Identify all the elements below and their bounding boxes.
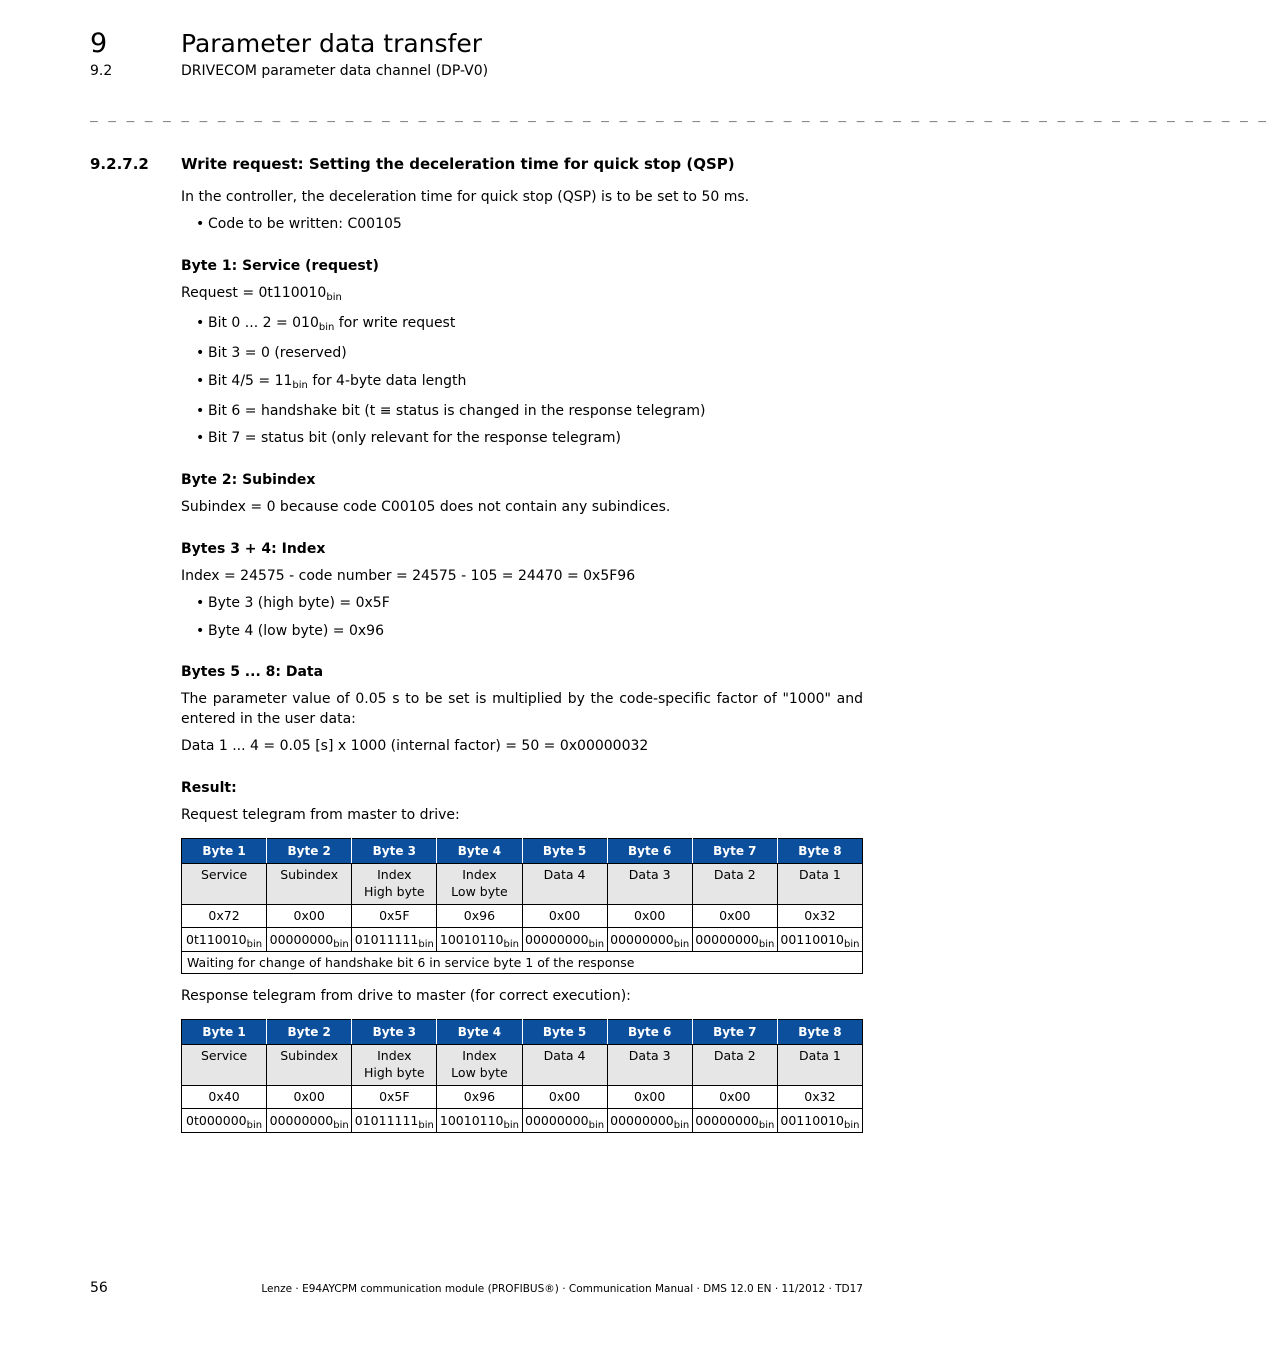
page-number: 56	[90, 1280, 108, 1296]
byte3-bullet: • Byte 3 (high byte) = 0x5F	[181, 593, 863, 613]
table-cell: 0x40	[182, 1086, 267, 1109]
section-number: 9.2	[90, 63, 113, 79]
table-cell: $01011111_{bin}$	[352, 1109, 437, 1133]
table-cell: Data 2	[692, 1045, 777, 1086]
intro-bullet: • Code to be written: C00105	[181, 214, 863, 234]
table-cell: $10010110_{bin}$	[437, 928, 522, 952]
table-row	[182, 1109, 863, 1133]
header-cell: Byte 2	[267, 1020, 352, 1045]
table-cell: Data 2	[692, 864, 777, 905]
table-cell: Data 1	[777, 864, 862, 905]
table-cell: Data 3	[607, 1045, 692, 1086]
header-cell: Byte 5	[522, 1020, 607, 1045]
byte58-text: The parameter value of 0.05 s to be set is multiplied by the code-specific factor of "1000" and entered in the user data:	[181, 691, 863, 727]
intro-text: In the controller, the deceleration time for quick stop (QSP) is to be set to 50 ms.	[181, 189, 750, 205]
table-cell: 0x00	[267, 1086, 352, 1109]
request-caption: Request telegram from master to drive:	[181, 807, 460, 823]
table-row	[182, 928, 863, 952]
table-row	[182, 864, 863, 905]
table-row	[182, 905, 863, 928]
subsection-title: Write request: Setting the deceleration time for quick stop (QSP)	[181, 155, 735, 173]
table-cell: 0x32	[777, 905, 862, 928]
table-cell: $00000000_{bin}$	[607, 928, 692, 952]
main-content	[181, 187, 863, 1133]
table-cell: $00000000_{bin}$	[522, 928, 607, 952]
byte2-text: Subindex = 0 because code C00105 does not contain any subindices.	[181, 499, 671, 515]
table-row	[182, 952, 863, 974]
byte1-heading: Byte 1: Service (request)	[181, 258, 379, 274]
table-cell: $00000000_{bin}$	[692, 1109, 777, 1133]
table-cell: Index High byte	[352, 864, 437, 905]
table-cell: 0x00	[692, 905, 777, 928]
byte58-formula: Data 1 ... 4 = 0.05 [s] x 1000 (internal factor) = 50 = 0x00000032	[181, 738, 649, 754]
byte2-heading: Byte 2: Subindex	[181, 472, 316, 488]
byte34-text: Index = 24575 - code number = 24575 - 105 = 24470 = 0x5F96	[181, 568, 636, 584]
header-cell: Byte 6	[607, 839, 692, 864]
table-cell: $0t000000_{bin}$	[182, 1109, 267, 1133]
bit-6-bullet: • Bit 6 = handshake bit (t ≡ status is changed in the response telegram)	[181, 401, 863, 421]
header-cell: Byte 5	[522, 839, 607, 864]
table-cell: $00000000_{bin}$	[522, 1109, 607, 1133]
byte58-heading: Bytes 5 ... 8: Data	[181, 664, 324, 680]
table-cell: 0x00	[522, 905, 607, 928]
table-cell: 0x00	[607, 905, 692, 928]
table-cell: $00000000_{bin}$	[692, 928, 777, 952]
header-cell: Byte 6	[607, 1020, 692, 1045]
table-cell: 0x96	[437, 1086, 522, 1109]
table-cell: Index Low byte	[437, 1045, 522, 1086]
section-title: DRIVECOM parameter data channel (DP-V0)	[181, 63, 489, 79]
header-cell: Byte 7	[692, 839, 777, 864]
table-header-row	[182, 839, 863, 864]
response-telegram-table	[181, 1019, 863, 1133]
header-cell: Byte 4	[437, 1020, 522, 1045]
header-cell: Byte 4	[437, 839, 522, 864]
result-heading: Result:	[181, 780, 237, 796]
table-cell: Data 1	[777, 1045, 862, 1086]
table-cell: 0x5F	[352, 905, 437, 928]
table-cell: 0x00	[267, 905, 352, 928]
table-header-row	[182, 1020, 863, 1045]
bit-4-5-bullet: • Bit $4/5 = 11_{bin}$ for 4-byte data length	[181, 371, 863, 391]
request-telegram-table	[181, 838, 863, 974]
header-cell: Byte 1	[182, 1020, 267, 1045]
request-value: Request = $0t110010_{bin}$	[181, 285, 342, 303]
table-cell: $01011111_{bin}$	[352, 928, 437, 952]
table-cell: Subindex	[267, 1045, 352, 1086]
table-cell: Index Low byte	[437, 864, 522, 905]
table-cell: 0x96	[437, 905, 522, 928]
table-cell: $00110010_{bin}$	[777, 928, 862, 952]
header-cell: Byte 8	[777, 1020, 862, 1045]
table-row	[182, 1045, 863, 1086]
table-note: Waiting for change of handshake bit 6 in service byte 1 of the response	[182, 952, 863, 974]
table-cell: 0x00	[692, 1086, 777, 1109]
header-cell: Byte 1	[182, 839, 267, 864]
table-cell: 0x72	[182, 905, 267, 928]
table-cell: $10010110_{bin}$	[437, 1109, 522, 1133]
table-cell: 0x32	[777, 1086, 862, 1109]
subsection-number: 9.2.7.2	[90, 155, 149, 173]
header-cell: Byte 3	[352, 839, 437, 864]
bit-7-bullet: • Bit 7 = status bit (only relevant for the response telegram)	[181, 428, 863, 448]
table-cell: Service	[182, 864, 267, 905]
table-cell: Data 4	[522, 864, 607, 905]
table-cell: 0x5F	[352, 1086, 437, 1109]
chapter-number: 9	[90, 28, 108, 59]
table-cell: $00110010_{bin}$	[777, 1109, 862, 1133]
table-cell: $00000000_{bin}$	[267, 1109, 352, 1133]
bit-3-bullet: • Bit 3 = 0 (reserved)	[181, 343, 863, 363]
header-cell: Byte 8	[777, 839, 862, 864]
table-cell: Subindex	[267, 864, 352, 905]
table-cell: 0x00	[607, 1086, 692, 1109]
byte34-heading: Bytes 3 + 4: Index	[181, 541, 326, 557]
chapter-title: Parameter data transfer	[181, 29, 483, 58]
table-cell: Index High byte	[352, 1045, 437, 1086]
table-cell: $0t110010_{bin}$	[182, 928, 267, 952]
header-cell: Byte 3	[352, 1020, 437, 1045]
table-row	[182, 1086, 863, 1109]
table-cell: 0x00	[522, 1086, 607, 1109]
header-divider: _ _ _ _ _ _ _ _ _ _ _ _ _ _ _ _ _ _ _ _ _ _ _ _ _ _ _ _ _ _ _ _ _ _ _ _ _ _ _ _ _ _ _ _ _ _ _ _ _ _ _ _ _ _ _ _ _ _ _ _ _ _ _ _ _	[90, 108, 1267, 123]
table-cell: Service	[182, 1045, 267, 1086]
response-caption: Response telegram from drive to master (for correct execution):	[181, 988, 631, 1004]
header-cell: Byte 7	[692, 1020, 777, 1045]
byte4-bullet: • Byte 4 (low byte) = 0x96	[181, 621, 863, 641]
footer-text: Lenze · E94AYCPM communication module (PROFIBUS®) · Communication Manual · DMS 12.0 EN · 11/2012 · TD17	[261, 1283, 863, 1295]
table-cell: $00000000_{bin}$	[607, 1109, 692, 1133]
table-cell: Data 3	[607, 864, 692, 905]
table-cell: $00000000_{bin}$	[267, 928, 352, 952]
bit-0-2-bullet: • Bit 0 ... $2 = 010_{bin}$ for write request	[181, 313, 863, 333]
table-cell: Data 4	[522, 1045, 607, 1086]
header-cell: Byte 2	[267, 839, 352, 864]
